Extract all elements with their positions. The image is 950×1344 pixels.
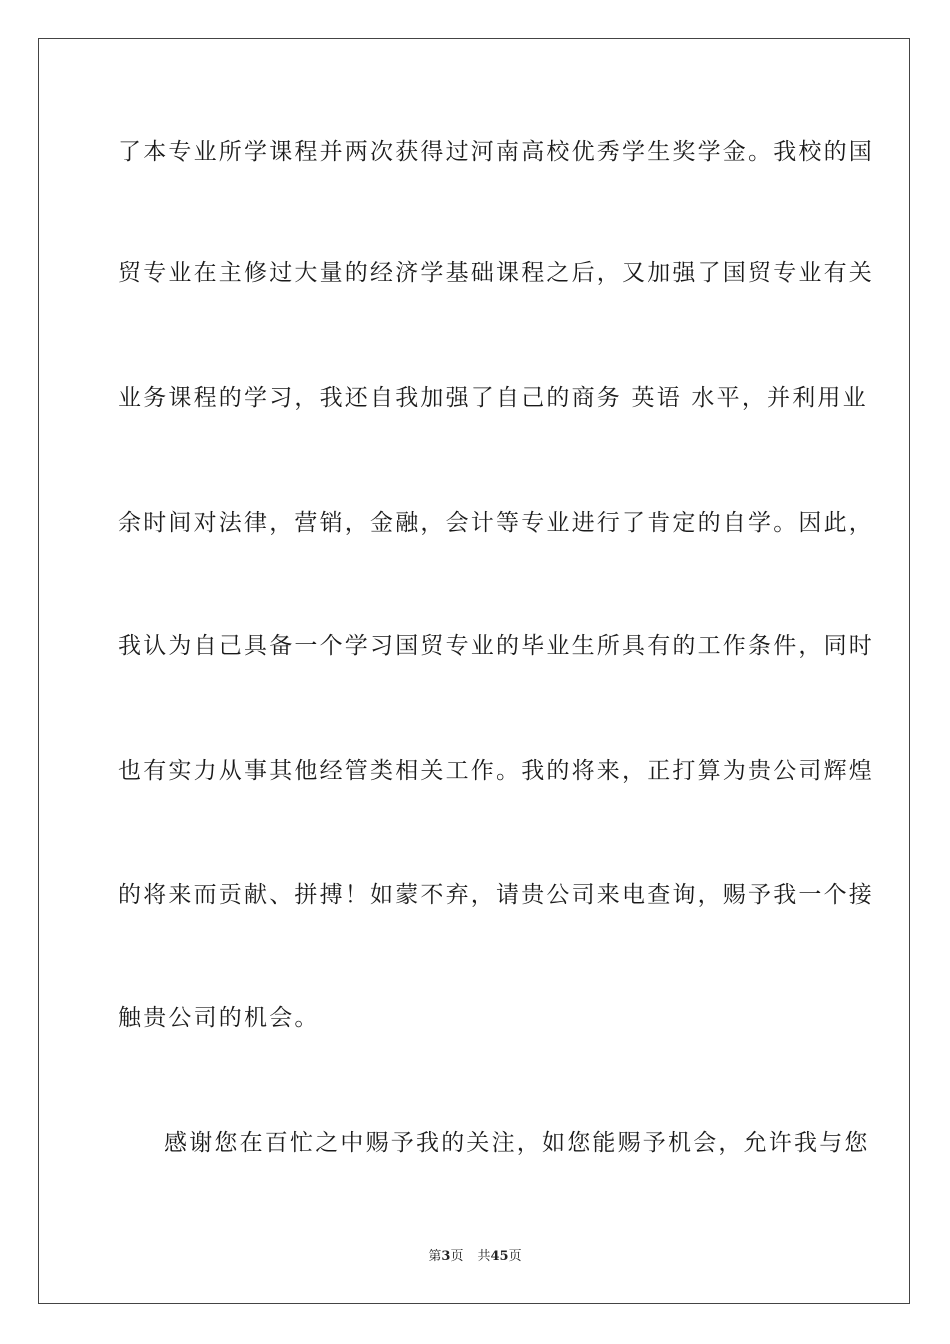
page-prefix: 第 <box>428 1249 442 1264</box>
body-text-line: 也有实力从事其他经管类相关工作。我的将来，正打算为贵公司辉煌 <box>118 758 874 784</box>
body-text-line: 业务课程的学习，我还自我加强了自己的商务 英语 水平，并利用业 <box>118 385 868 411</box>
body-text-line: 我认为自己具备一个学习国贸专业的毕业生所具有的工作条件，同时 <box>118 633 874 659</box>
page-number: 3 <box>441 1249 451 1264</box>
body-text-line: 贸专业在主修过大量的经济学基础课程之后，又加强了国贸专业有关 <box>118 260 874 286</box>
body-text-line: 的将来而贡献、拼搏！如蒙不弃，请贵公司来电查询，赐予我一个接 <box>118 882 874 908</box>
total-prefix: 共 <box>477 1249 491 1264</box>
page-border <box>38 38 910 1304</box>
body-text-line: 了本专业所学课程并两次获得过河南高校优秀学生奖学金。我校的国 <box>118 139 874 165</box>
paragraph-first-line: 感谢您在百忙之中赐予我的关注，如您能赐予机会，允许我与您 <box>164 1130 870 1156</box>
page-suffix: 页 <box>450 1249 464 1264</box>
total-suffix: 页 <box>508 1249 522 1264</box>
body-text-line: 余时间对法律，营销，金融，会计等专业进行了肯定的自学。因此， <box>118 510 874 536</box>
page-footer <box>0 1248 950 1266</box>
body-text-line: 触贵公司的机会。 <box>118 1005 320 1031</box>
total-pages: 45 <box>490 1249 509 1264</box>
